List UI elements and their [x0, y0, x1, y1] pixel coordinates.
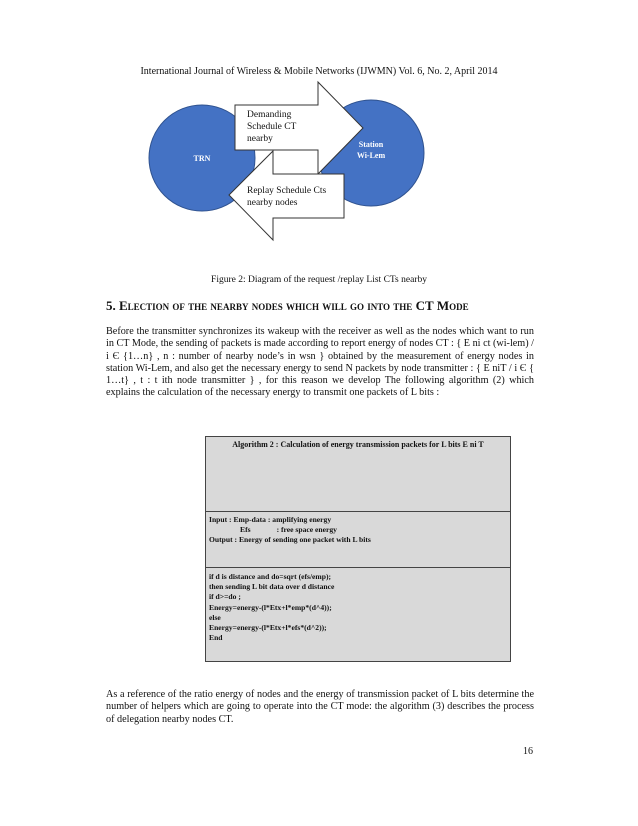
section-title-ct: CT	[415, 298, 434, 313]
request-arrow-text	[247, 109, 296, 145]
station-node-label-line1: Station	[358, 140, 384, 149]
reply-arrow-line: Replay Schedule Cts	[247, 186, 327, 196]
algorithm-efs-name: Efs	[240, 525, 251, 535]
algorithm-efs-line	[209, 525, 510, 535]
station-node-label-line2: Wi-Lem	[356, 151, 386, 160]
algorithm-input: Input : Emp-data : amplifying energy	[209, 515, 332, 524]
request-reply-diagram	[0, 0, 638, 270]
trn-node-label: TRN	[193, 154, 211, 163]
algorithm-code	[206, 568, 510, 661]
algorithm-efs-desc: : free space energy	[276, 525, 337, 535]
algorithm-code-line: Energy=energy-(l*Etx+l*emp*(d^4));	[209, 602, 332, 612]
request-arrow-line: nearby	[247, 134, 273, 144]
running-header: International Journal of Wireless & Mobile Networks (IJWMN) Vol. 6, No. 2, April 2014	[140, 66, 498, 77]
body-paragraph-reference: As a reference of the ratio energy of nodes and the energy of transmission packet of L bits determine the number of helpers which are going to operate into the CT mode: the algorithm (3) describes the process of delegation nearby nodes CT.	[106, 689, 534, 725]
algorithm-title: Algorithm 2 : Calculation of energy transmission packets for L bits E ni T	[206, 437, 510, 512]
body-paragraph-intro: Before the transmitter synchronizes its wakeup with the receiver as well as the nodes which want to run in CT Mode, the sending of packets is made according to report energy of nodes CT : { E ni ct (wi-lem) / i Є {1…n} , n : number of nearby node’s in wsn } obtained by the measurement of energy nodes in station Wi-Lem, and also get the necessary energy to send N packets by node transmitter : { E niT / i Є { 1…t} , t : t ith node transmitter } , for this reason we develop The following algorithm (2) which explains the calculation of the necessary energy to transmit one packets of L bits :	[106, 326, 534, 399]
algorithm-code-line: if d is distance and do=sqrt (efs/emp);	[209, 572, 332, 581]
section-title-part2: Mode	[433, 298, 469, 313]
reply-arrow-text	[247, 185, 326, 209]
page-number: 16	[523, 746, 533, 757]
algorithm-code-line: Energy=energy-(l*Etx+l*efs*(d^2));	[209, 623, 327, 633]
reply-arrow-line: nearby nodes	[247, 198, 298, 208]
figure-caption: Figure 2: Diagram of the request /replay List CTs nearby	[211, 275, 427, 285]
section-title-part1: Election of the nearby nodes which will go into the	[119, 298, 416, 313]
section-heading	[106, 298, 469, 314]
algorithm-output: Output : Energy of sending one packet with L bits	[209, 535, 371, 545]
request-arrow-line: Demanding	[247, 110, 292, 120]
algorithm-code-line: else	[209, 612, 221, 622]
request-arrow-line: Schedule CT	[247, 122, 297, 132]
algorithm-box	[205, 436, 511, 662]
algorithm-code-line: End	[209, 633, 223, 643]
algorithm-io	[206, 512, 510, 568]
section-number: 5.	[106, 298, 116, 313]
algorithm-code-line: if d>=do ;	[209, 592, 241, 602]
algorithm-code-line: then sending L bit data over d distance	[209, 582, 335, 592]
